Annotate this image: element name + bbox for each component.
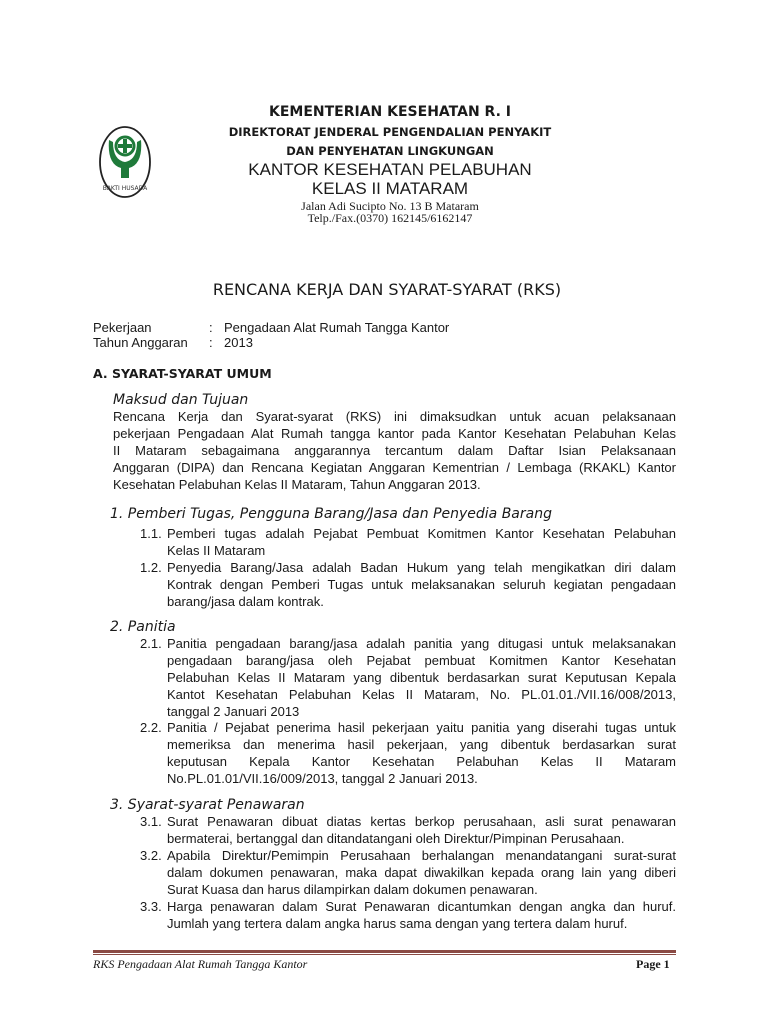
item-number: 3.1. [140,814,162,829]
item-line: Kontrak dengan Pemberi Tugas untuk melaksanakan seluruh kegiatan pengadaan [167,577,676,592]
item-line: Panitia / Pejabat penerima hasil pekerjaan yaitu panitia yang diserahi tugas untuk [167,720,676,735]
item-line: Surat Penawaran dibuat diatas kertas berkop perusahaan, asli surat penawaran [167,814,676,829]
paragraph-line: II Mataram sebagaimana anggarannya tercantum dalam Daftar Isian Pelaksanaan [113,443,676,458]
item-line: No.PL.01.01/VII.16/009/2013, tanggal 2 Januari 2013. [167,771,478,786]
meta-sep: : [209,320,213,335]
item-line: Kantot Kesehatan Pelabuhan Kelas II Mataram, No. PL.01.01./VII.16/008/2013, [167,687,676,702]
item-line: barang/jasa dalam kontrak. [167,594,324,609]
item-line: Surat Kuasa dan harus dilampirkan dalam dokumen penawaran. [167,882,538,897]
section-3-heading: 3. Syarat-syarat Penawaran [110,797,305,813]
meta-sep: : [209,335,213,350]
item-number: 1.2. [140,560,162,575]
item-line: keputusan Kepala Kantor Kesehatan Pelabuhan Kelas II Mataram [167,754,676,769]
section-a-heading: A. SYARAT-SYARAT UMUM [93,366,272,381]
ministry-name: KEMENTERIAN KESEHATAN R. I [268,104,511,120]
paragraph-line: Rencana Kerja dan Syarat-syarat (RKS) ini dimaksudkan untuk acuan pelaksanaan [113,409,676,424]
footer-title: RKS Pengadaan Alat Rumah Tangga Kantor [93,957,308,971]
document-title: RENCANA KERJA DAN SYARAT-SYARAT (RKS) [212,280,562,299]
item-line: dalam dokumen penawaran, maka dapat diwakilkan kepada orang lain yang diberi [167,865,676,880]
item-number: 3.3. [140,899,162,914]
phone: Telp./Fax.(0370) 162145/6162147 [307,211,473,225]
paragraph-line: Kesehatan Pelabuhan Kelas II Mataram, Tahun Anggaran 2013. [113,477,481,492]
section-1-heading: 1. Pemberi Tugas, Pengguna Barang/Jasa dan Penyedia Barang [110,506,552,522]
item-line: Harga penawaran dalam Surat Penawaran dicantumkan dengan angka dan huruf. [167,899,676,914]
item-line: tanggal 2 Januari 2013 [167,704,300,719]
item-line: memeriksa dan menerima hasil pekerjaan, yang dibentuk berdasarkan surat [167,737,676,752]
item-line: Penyedia Barang/Jasa adalah Badan Hukum yang telah mengikatkan diri dalam [167,560,676,575]
item-line: Apabila Direktur/Pemimpin Perusahaan berhalangan menandatangani surat-surat [167,848,676,863]
item-line: Pemberi tugas adalah Pejabat Pembuat Komitmen Kantor Kesehatan Pelabuhan [167,526,676,541]
item-line: Kelas II Mataram [167,543,266,558]
maksud-heading: Maksud dan Tujuan [113,392,249,408]
paragraph-line: pekerjaan Pengadaan Alat Rumah tangga kantor pada Kantor Kesehatan Pelabuhan Kelas [113,426,676,441]
section-2-heading: 2. Panitia [110,619,176,635]
item-number: 3.2. [140,848,162,863]
item-line: Pelabuhan Kelas II Mataram yang dibentuk berdasarkan surat Keputusan Kepala [167,670,676,685]
office-name: KANTOR KESEHATAN PELABUHAN [248,160,532,179]
office-class: KELAS II MATARAM [311,179,469,198]
address: Jalan Adi Sucipto No. 13 B Mataram [301,199,479,213]
directorate-name: DIREKTORAT JENDERAL PENGENDALIAN PENYAKIT [228,125,552,139]
paragraph-line: Anggaran (DIPA) dan Rencana Kegiatan Anggaran Kementrian / Lembaga (RKAKL) Kantor [113,460,676,475]
page-number: Page 1 [636,957,670,971]
meta-value: 2013 [224,335,253,350]
footer-rule-thin [93,954,676,955]
item-line: Panitia pengadaan barang/jasa adalah panitia yang ditugasi untuk melaksanakan [167,636,676,651]
item-number: 2.2. [140,720,162,735]
directorate-name-2: DAN PENYEHATAN LINGKUNGAN [286,144,494,158]
item-line: pengadaan barang/jasa oleh Pejabat pembuat Komitmen Kantor Kesehatan [167,653,676,668]
meta-label: Pekerjaan [93,320,152,335]
meta-value: Pengadaan Alat Rumah Tangga Kantor [224,320,450,335]
item-line: bermaterai, bertanggal dan ditandatangani oleh Direktur/Pimpinan Perusahaan. [167,831,625,846]
footer-rule [93,950,676,953]
item-line: Jumlah yang tertera dalam angka harus sama dengan yang tertera dalam huruf. [167,916,628,931]
svg-text:BAKTI HUSADA: BAKTI HUSADA [102,185,148,192]
meta-label: Tahun Anggaran [93,335,188,350]
item-number: 1.1. [140,526,162,541]
item-number: 2.1. [140,636,162,651]
